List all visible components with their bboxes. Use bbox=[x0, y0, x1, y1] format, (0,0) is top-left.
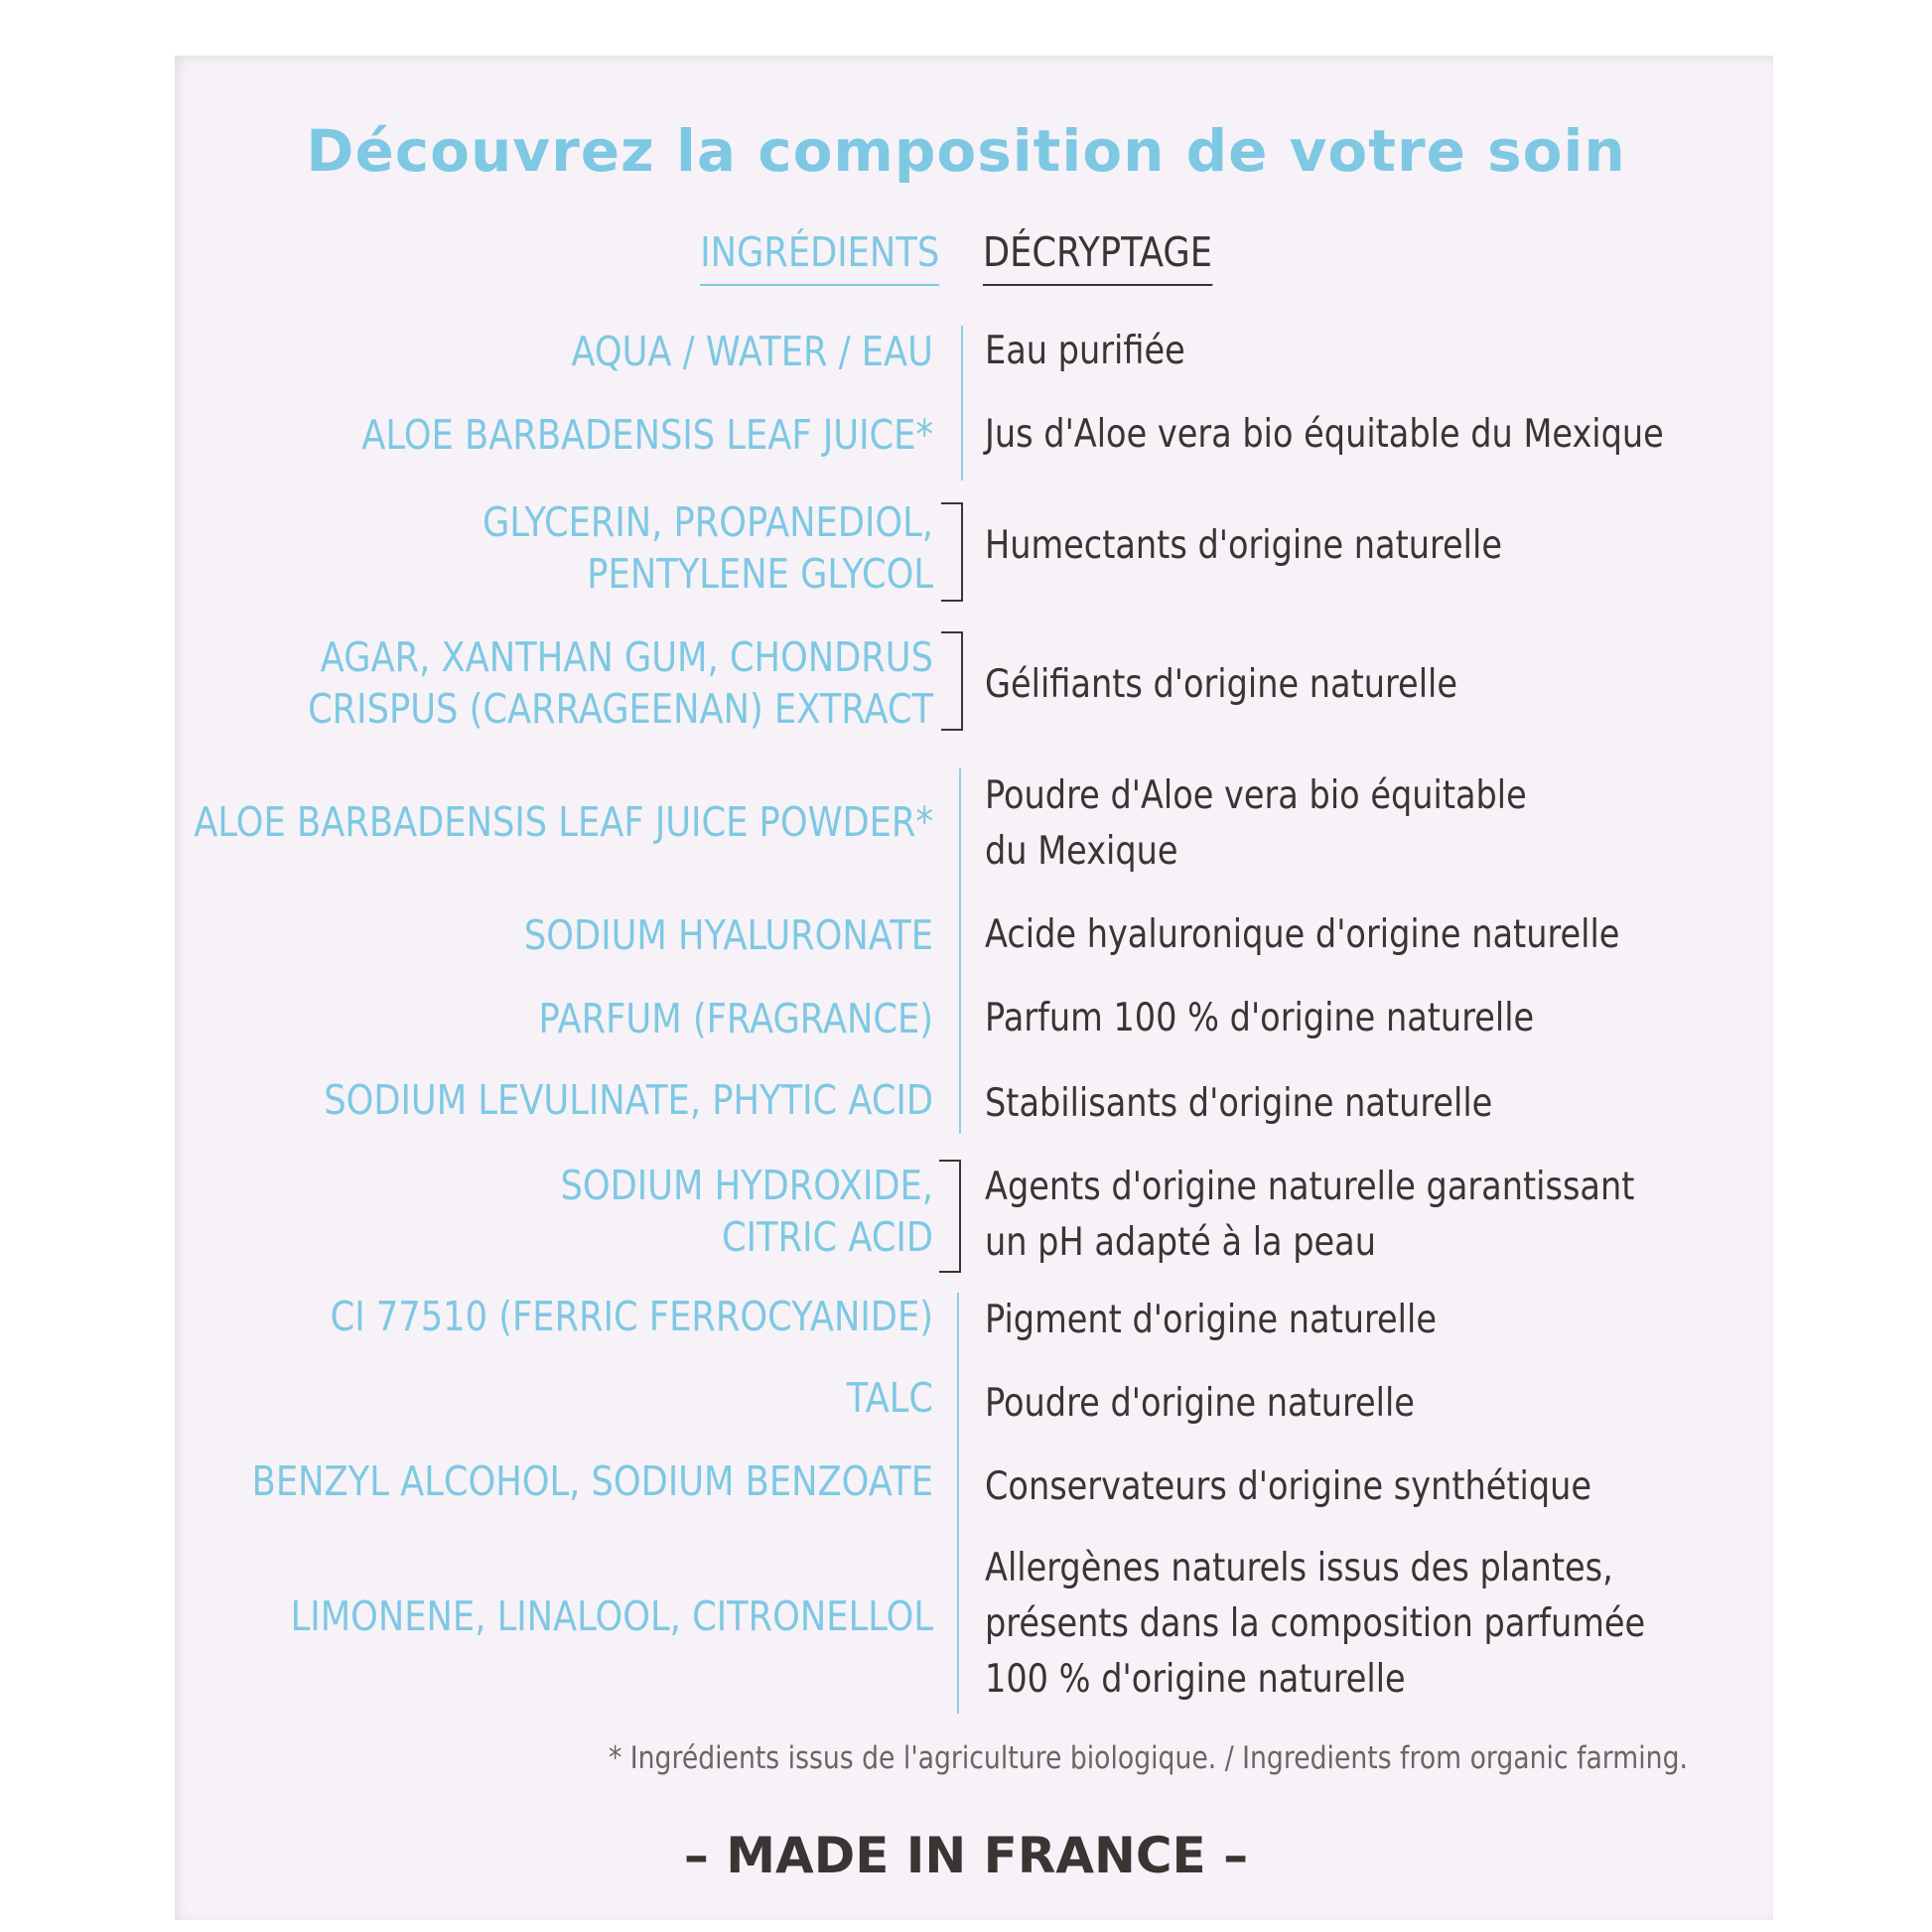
ingredient-name: BENZYL ALCOHOL, SODIUM BENZOATE bbox=[251, 1457, 933, 1505]
ingredient-description: Acide hyaluronique d'origine naturelle bbox=[985, 912, 1620, 957]
ingredient-name: SODIUM HYDROXIDE, CITRIC ACID bbox=[560, 1162, 933, 1261]
ingredient-name: GLYCERIN, PROPANEDIOL, PENTYLENE GLYCOL bbox=[483, 498, 933, 598]
ingredient-name: TALC bbox=[846, 1374, 933, 1422]
ingredient-description: Conservateurs d'origine synthétique bbox=[985, 1464, 1592, 1509]
column-header-ingredients: INGRÉDIENTS bbox=[700, 228, 939, 286]
ingredient-description: Gélifiants d'origine naturelle bbox=[985, 662, 1457, 707]
ingredient-name: AGAR, XANTHAN GUM, CHONDRUS CRISPUS (CARRAGEENAN) EXTRACT bbox=[308, 633, 933, 733]
ingredient-name: CI 77510 (FERRIC FERROCYANIDE) bbox=[330, 1293, 934, 1340]
separator-line bbox=[957, 1293, 959, 1714]
ingredient-name: PARFUM (FRAGRANCE) bbox=[538, 995, 933, 1042]
ingredient-description: Agents d'origine naturelle garantissant un pH adapté à la peau bbox=[985, 1165, 1635, 1265]
ingredient-description: Humectants d'origine naturelle bbox=[985, 523, 1502, 568]
ingredient-description: Jus d'Aloe vera bio équitable du Mexique bbox=[985, 412, 1664, 457]
ingredient-name: SODIUM LEVULINATE, PHYTIC ACID bbox=[324, 1076, 933, 1124]
ingredient-name: SODIUM HYALURONATE bbox=[523, 911, 933, 959]
ingredient-description: Eau purifiée bbox=[985, 329, 1185, 373]
ingredient-name: ALOE BARBADENSIS LEAF JUICE POWDER* bbox=[194, 798, 934, 846]
ingredient-description: Stabilisants d'origine naturelle bbox=[985, 1081, 1493, 1126]
ingredient-description: Allergènes naturels issus des plantes, présents dans la composition parfumée 100 % d'origine naturelle bbox=[985, 1546, 1646, 1702]
group-bracket bbox=[941, 631, 963, 731]
group-bracket bbox=[941, 502, 963, 602]
organic-footnote: * Ingrédients issus de l'agriculture biologique. / Ingredients from organic farming. bbox=[608, 1740, 1688, 1776]
ingredient-description: Parfum 100 % d'origine naturelle bbox=[985, 996, 1535, 1040]
ingredient-description: Poudre d'origine naturelle bbox=[985, 1381, 1415, 1426]
group-bracket bbox=[939, 1160, 961, 1273]
separator-line bbox=[961, 326, 963, 481]
ingredient-name: AQUA / WATER / EAU bbox=[571, 328, 933, 375]
ingredient-name: LIMONENE, LINALOOL, CITRONELLOL bbox=[290, 1592, 933, 1640]
ingredient-description: Pigment d'origine naturelle bbox=[985, 1298, 1437, 1342]
page-title: Découvrez la composition de votre soin bbox=[306, 117, 1626, 185]
made-in-label: – MADE IN FRANCE – bbox=[683, 1827, 1249, 1884]
separator-line bbox=[959, 768, 961, 1134]
column-header-decryptage: DÉCRYPTAGE bbox=[983, 228, 1212, 286]
ingredient-name: ALOE BARBADENSIS LEAF JUICE* bbox=[361, 411, 933, 459]
ingredient-description: Poudre d'Aloe vera bio équitable du Mexique bbox=[985, 773, 1527, 874]
